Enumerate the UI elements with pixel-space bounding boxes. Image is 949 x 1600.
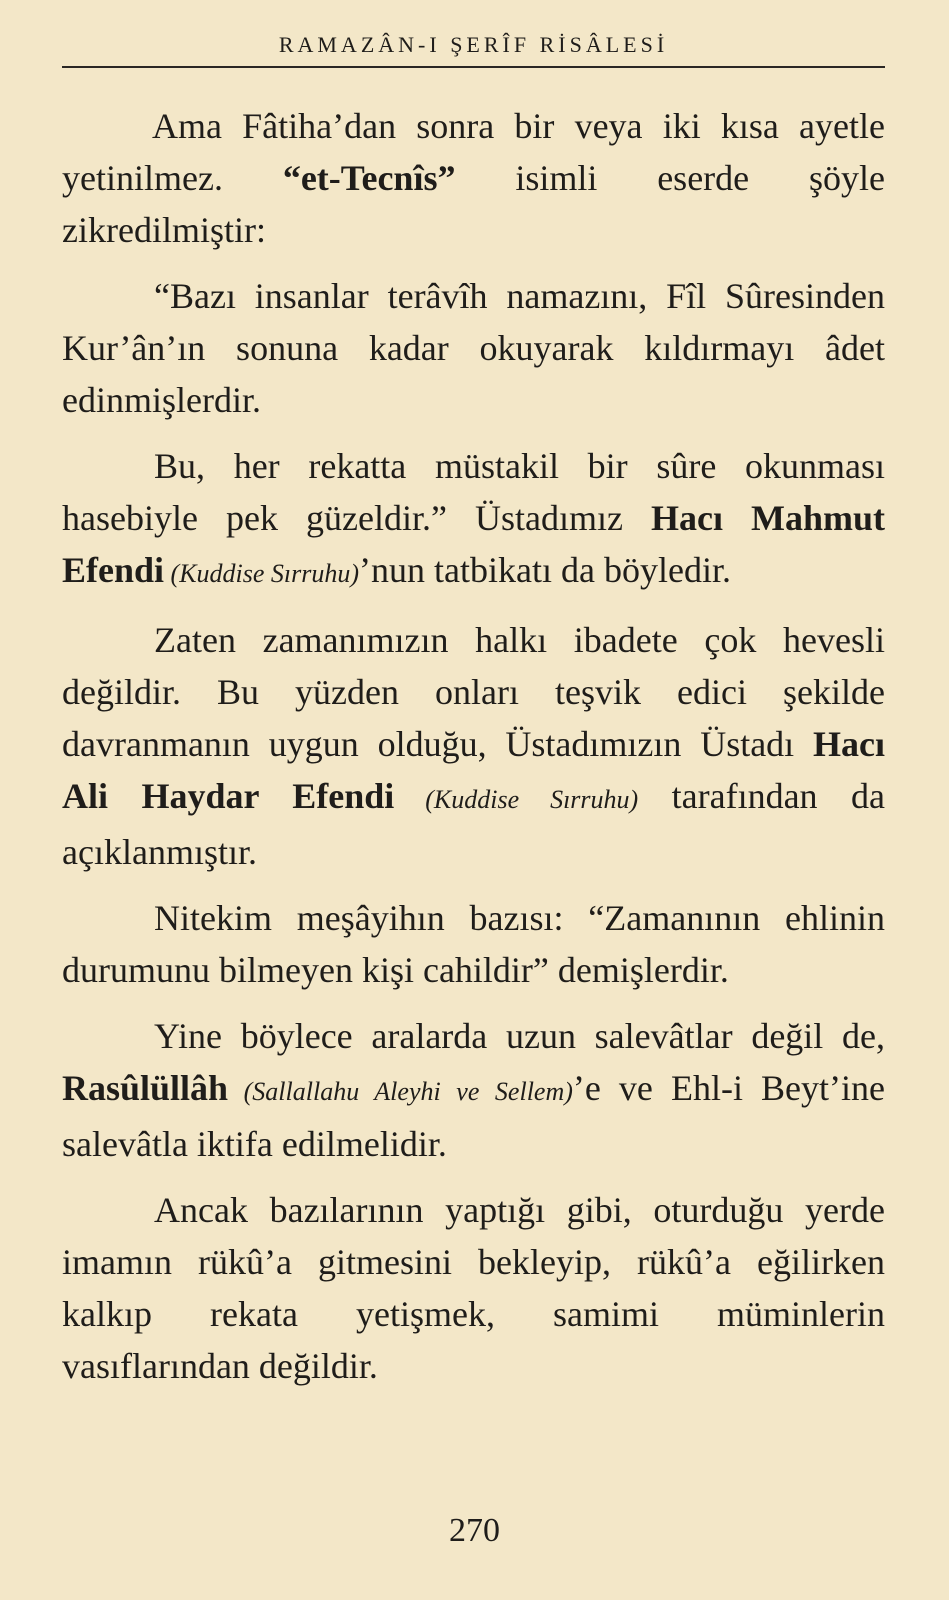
text-run: Nitekim meşâyihın bazısı: “Zamanının ehlinin durumunu bilmeyen kişi cahildir” demişlerdir. (62, 898, 885, 990)
page-number: 270 (449, 1512, 500, 1549)
paragraph-1 (62, 100, 885, 256)
text-run: Ancak bazılarının yaptığı gibi, oturduğu yerde imamın rükû’a gitmesini bekleyip, rükû’a eğilirken kalkıp rekata yetişmek, samimi müminlerin vasıflarından değildir. (62, 1190, 885, 1386)
paragraph-5 (62, 892, 885, 996)
italic-honorific: (Sallallahu Aleyhi ve Sellem) (228, 1077, 573, 1106)
bold-term: “et-Tecnîs” (282, 158, 456, 198)
text-run: ’nun tatbikatı da böyledir. (359, 550, 731, 590)
bold-name: Hacı Mahmut Efendi (62, 498, 885, 590)
text-run: ’e ve Ehl-i Beyt’ine salevâtla iktifa edilmelidir. (62, 1068, 885, 1164)
paragraph-3 (62, 440, 885, 600)
header-rule (62, 66, 885, 68)
text-run: tarafından da açıklanmıştır. (62, 776, 885, 872)
text-run: Yine böylece aralarda uzun salevâtlar değil de, (154, 1016, 885, 1056)
italic-honorific: (Kuddise Sırruhu) (164, 559, 360, 588)
running-header: RAMAZÂN-I ŞERÎF RİSÂLESİ (278, 32, 669, 57)
italic-honorific: (Kuddise Sırruhu) (394, 785, 639, 814)
text-run: Bu, her rekatta müstakil bir sûre okunması hasebiyle pek güzeldir.” Üstadımız (62, 446, 885, 538)
paragraph-7 (62, 1184, 885, 1392)
text-run: “Bazı insanlar terâvîh namazını, Fîl Sûresinden Kur’ân’ın sonuna kadar okuyarak kıldırmayı âdet edinmişlerdir. (62, 276, 885, 420)
paragraph-4 (62, 614, 885, 878)
paragraph-2 (62, 270, 885, 426)
paragraph-6 (62, 1010, 885, 1170)
body-text (62, 100, 885, 1406)
text-run: Zaten zamanımızın halkı ibadete çok hevesli değildir. Bu yüzden onları teşvik edici şekilde davranmanın uygun olduğu, Üstadımızın Üstadı (62, 620, 885, 764)
bold-name: Rasûlüllâh (62, 1068, 229, 1108)
text-run: isimli eserde şöyle zikredilmiştir: (62, 158, 885, 250)
text-run: Ama Fâtiha’dan sonra bir veya iki kısa ayetle yetinilmez. (62, 106, 885, 198)
bold-name: Hacı Ali Haydar Efendi (62, 724, 885, 816)
